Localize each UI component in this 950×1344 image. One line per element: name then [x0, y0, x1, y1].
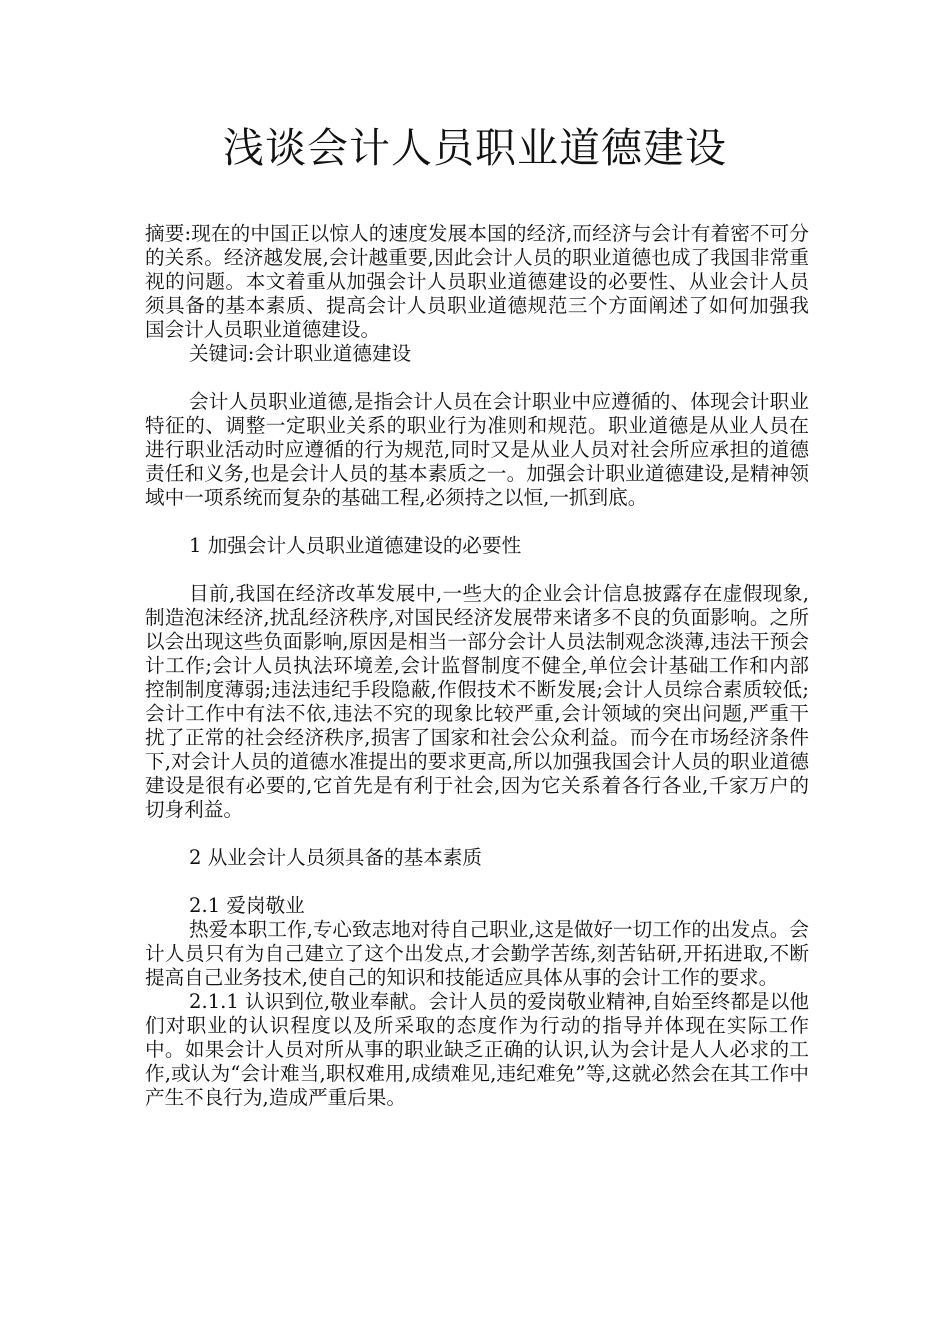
abstract-paragraph: 摘要:现在的中国正以惊人的速度发展本国的经济,而经济与会计有着密不可分的关系。经济越发展,会计越重要,因此会计人员的职业道德也成了我国非常重视的问题。本文着重从加强会计人员职业道德建设的必要性、从业会计人员须具备的基本素质、提高会计人员职业道德规范三个方面阐述了如何加强我国会计人员职业道德建设。 — [145, 222, 809, 341]
section-1-heading: 1 加强会计人员职业道德建设的必要性 — [189, 534, 522, 557]
intro-paragraph: 会计人员职业道德,是指会计人员在会计职业中应遵循的、体现会计职业特征的、调整一定职业关系的职业行为准则和规范。职业道德是从业人员在进行职业活动时应遵循的行为规范,同时又是从业人员对社会所应承担的道德责任和义务,也是会计人员的基本素质之一。加强会计职业道德建设,是精神领域中一项系统而复杂的基础工程,必须持之以恒,一抓到底。 — [145, 390, 809, 509]
subsection-2-1-paragraph: 热爱本职工作,专心致志地对待自己职业,这是做好一切工作的出发点。会计人员只有为自己建立了这个出发点,才会勤学苦练,刻苦钻研,开拓进取,不断提高自己业务技术,使自己的知识和技能适应具体从事的会计工作的要求。 — [145, 918, 809, 989]
document-body — [145, 222, 809, 1110]
keywords-line: 关键词:会计职业道德建设 — [189, 342, 412, 365]
section-1-paragraph: 目前,我国在经济改革发展中,一些大的企业会计信息披露存在虚假现象,制造泡沫经济,扰乱经济秩序,对国民经济发展带来诸多不良的负面影响。之所以会出现这些负面影响,原因是相当一部分会计人员法制观念淡薄,违法干预会计工作;会计人员执法环境差,会计监督制度不健全,单位会计基础工作和内部控制制度薄弱;违法违纪手段隐蔽,作假技术不断发展;会计人员综合素质较低;会计工作中有法不依,违法不究的现象比较严重,会计领域的突出问题,严重干扰了正常的社会经济秩序,损害了国家和社会公众利益。而今在市场经济条件下,对会计人员的道德水准提出的要求更高,所以加强我国会计人员的职业道德建设是很有必要的,它首先是有利于社会,因为它关系着各行各业,千家万户的切身利益。 — [145, 582, 809, 821]
subsection-2-1-1-paragraph: 2.1.1 认识到位,敬业奉献。会计人员的爱岗敬业精神,自始至终都是以他们对职业的认识程度以及所采取的态度作为行动的指导并体现在实际工作中。如果会计人员对所从事的职业缺乏正确的认识,认为会计是人人必求的工作,或认为“会计难当,职权难用,成绩难见,违纪难免”等,这就必然会在其工作中产生不良行为,造成严重后果。 — [145, 990, 809, 1109]
subsection-2-1-heading: 2.1 爱岗敬业 — [189, 894, 305, 917]
document-title: 浅谈会计人员职业道德建设 — [223, 124, 727, 172]
section-2-heading: 2 从业会计人员须具备的基本素质 — [189, 846, 483, 869]
